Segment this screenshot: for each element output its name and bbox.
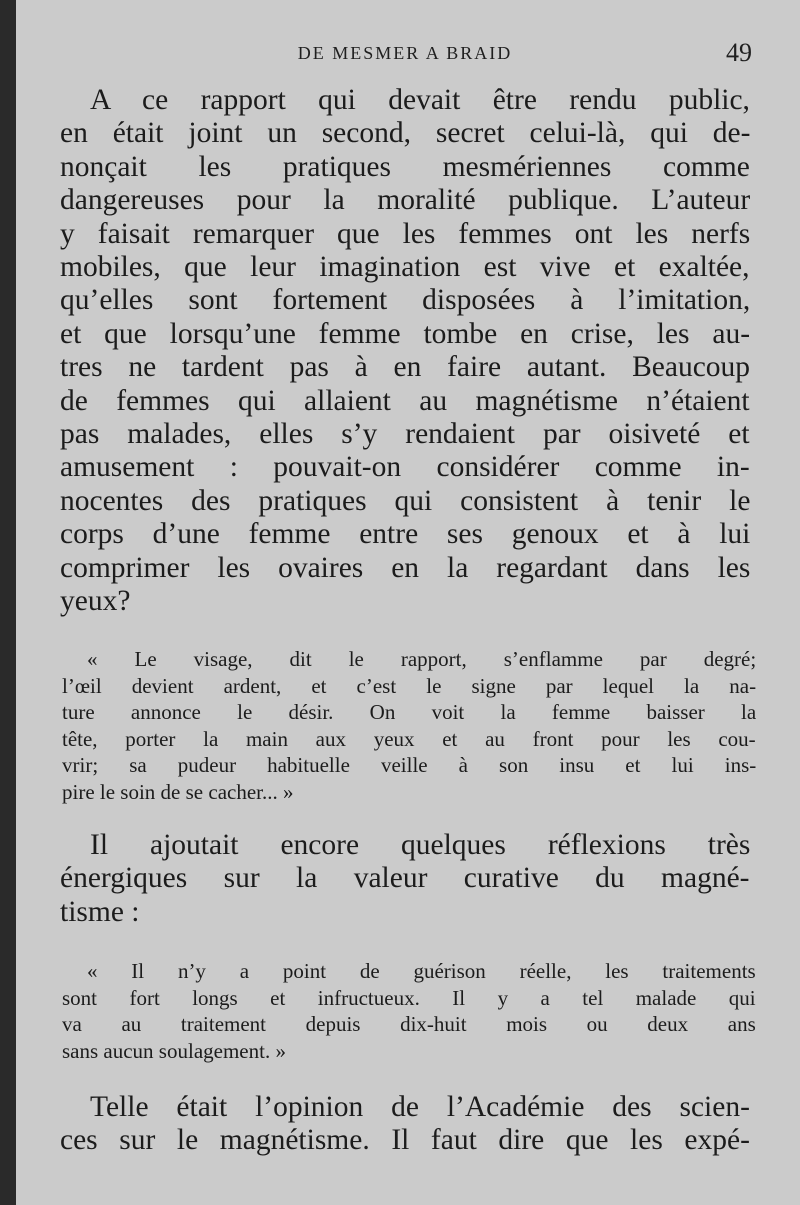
text-line: nocentes des pratiques qui consistent à tenir le xyxy=(60,484,751,517)
text-line: nonçait les pratiques mesmériennes comme xyxy=(60,150,750,183)
quote-1 xyxy=(62,646,756,806)
quote-line: sans aucun soulagement. » xyxy=(62,1038,286,1063)
text-line: corps d’une femme entre ses genoux et à lui xyxy=(60,518,751,551)
text-line: A ce rapport qui devait être rendu public, xyxy=(90,84,750,116)
quote-line: ture annonce le désir. On voit la femme baisser la xyxy=(62,700,757,725)
quote-line: tête, porter la main aux yeux et au front pour les cou- xyxy=(62,726,756,751)
paragraph-3 xyxy=(60,1091,750,1158)
text-line: et que lorsqu’une femme tombe en crise, les au- xyxy=(60,317,751,350)
text-line: amusement : pouvait-on considérer comme in- xyxy=(60,451,750,484)
text-line: en était joint un second, secret celui-là, qui de- xyxy=(60,117,751,150)
text-line: pas malades, elles s’y rendaient par oisiveté et xyxy=(60,418,750,451)
text-line: tres ne tardent pas à en faire autant. Beaucoup xyxy=(60,351,751,384)
text-line: yeux? xyxy=(60,585,131,618)
text-line: Il ajoutait encore quelques réflexions très xyxy=(90,829,751,861)
quote-line: va au traitement depuis dix-huit mois ou deux ans xyxy=(62,1012,756,1037)
text-line: Telle était l’opinion de l’Académie des scien- xyxy=(90,1091,750,1123)
text-line: comprimer les ovaires en la regardant dans les xyxy=(60,551,751,584)
text-line: mobiles, que leur imagination est vive et exaltée, xyxy=(60,251,750,284)
quote-line: « Il n’y a point de guérison réelle, les traitements xyxy=(87,959,756,983)
text-line: ces sur le magnétisme. Il faut dire que les expé- xyxy=(60,1124,750,1157)
text-line: tisme : xyxy=(60,895,140,928)
text-line: y faisait remarquer que les femmes ont les nerfs xyxy=(60,217,751,250)
quote-line: pire le soin de se cacher... » xyxy=(62,779,294,804)
page-header xyxy=(58,40,752,80)
book-page xyxy=(16,0,800,1205)
paragraph-2 xyxy=(60,829,750,929)
text-line: qu’elles sont fortement disposées à l’imitation, xyxy=(60,284,751,317)
page-number: 49 xyxy=(726,38,752,67)
quote-2 xyxy=(62,958,756,1064)
quote-line: sont fort longs et infructueux. Il y a tel malade qui xyxy=(62,985,756,1010)
text-line: de femmes qui allaient au magnétisme n’étaient xyxy=(60,384,750,417)
paragraph-1 xyxy=(60,84,750,619)
text-line: dangereuses pour la moralité publique. L’auteur xyxy=(60,184,751,217)
quote-line: vrir; sa pudeur habituelle veille à son insu et lui ins- xyxy=(62,753,757,778)
quote-line: l’œil devient ardent, et c’est le signe par lequel la na- xyxy=(62,673,757,698)
quote-line: « Le visage, dit le rapport, s’enflamme par degré; xyxy=(87,647,757,671)
text-line: énergiques sur la valeur curative du magné- xyxy=(60,862,750,895)
running-head: DE MESMER A BRAID xyxy=(297,43,513,63)
